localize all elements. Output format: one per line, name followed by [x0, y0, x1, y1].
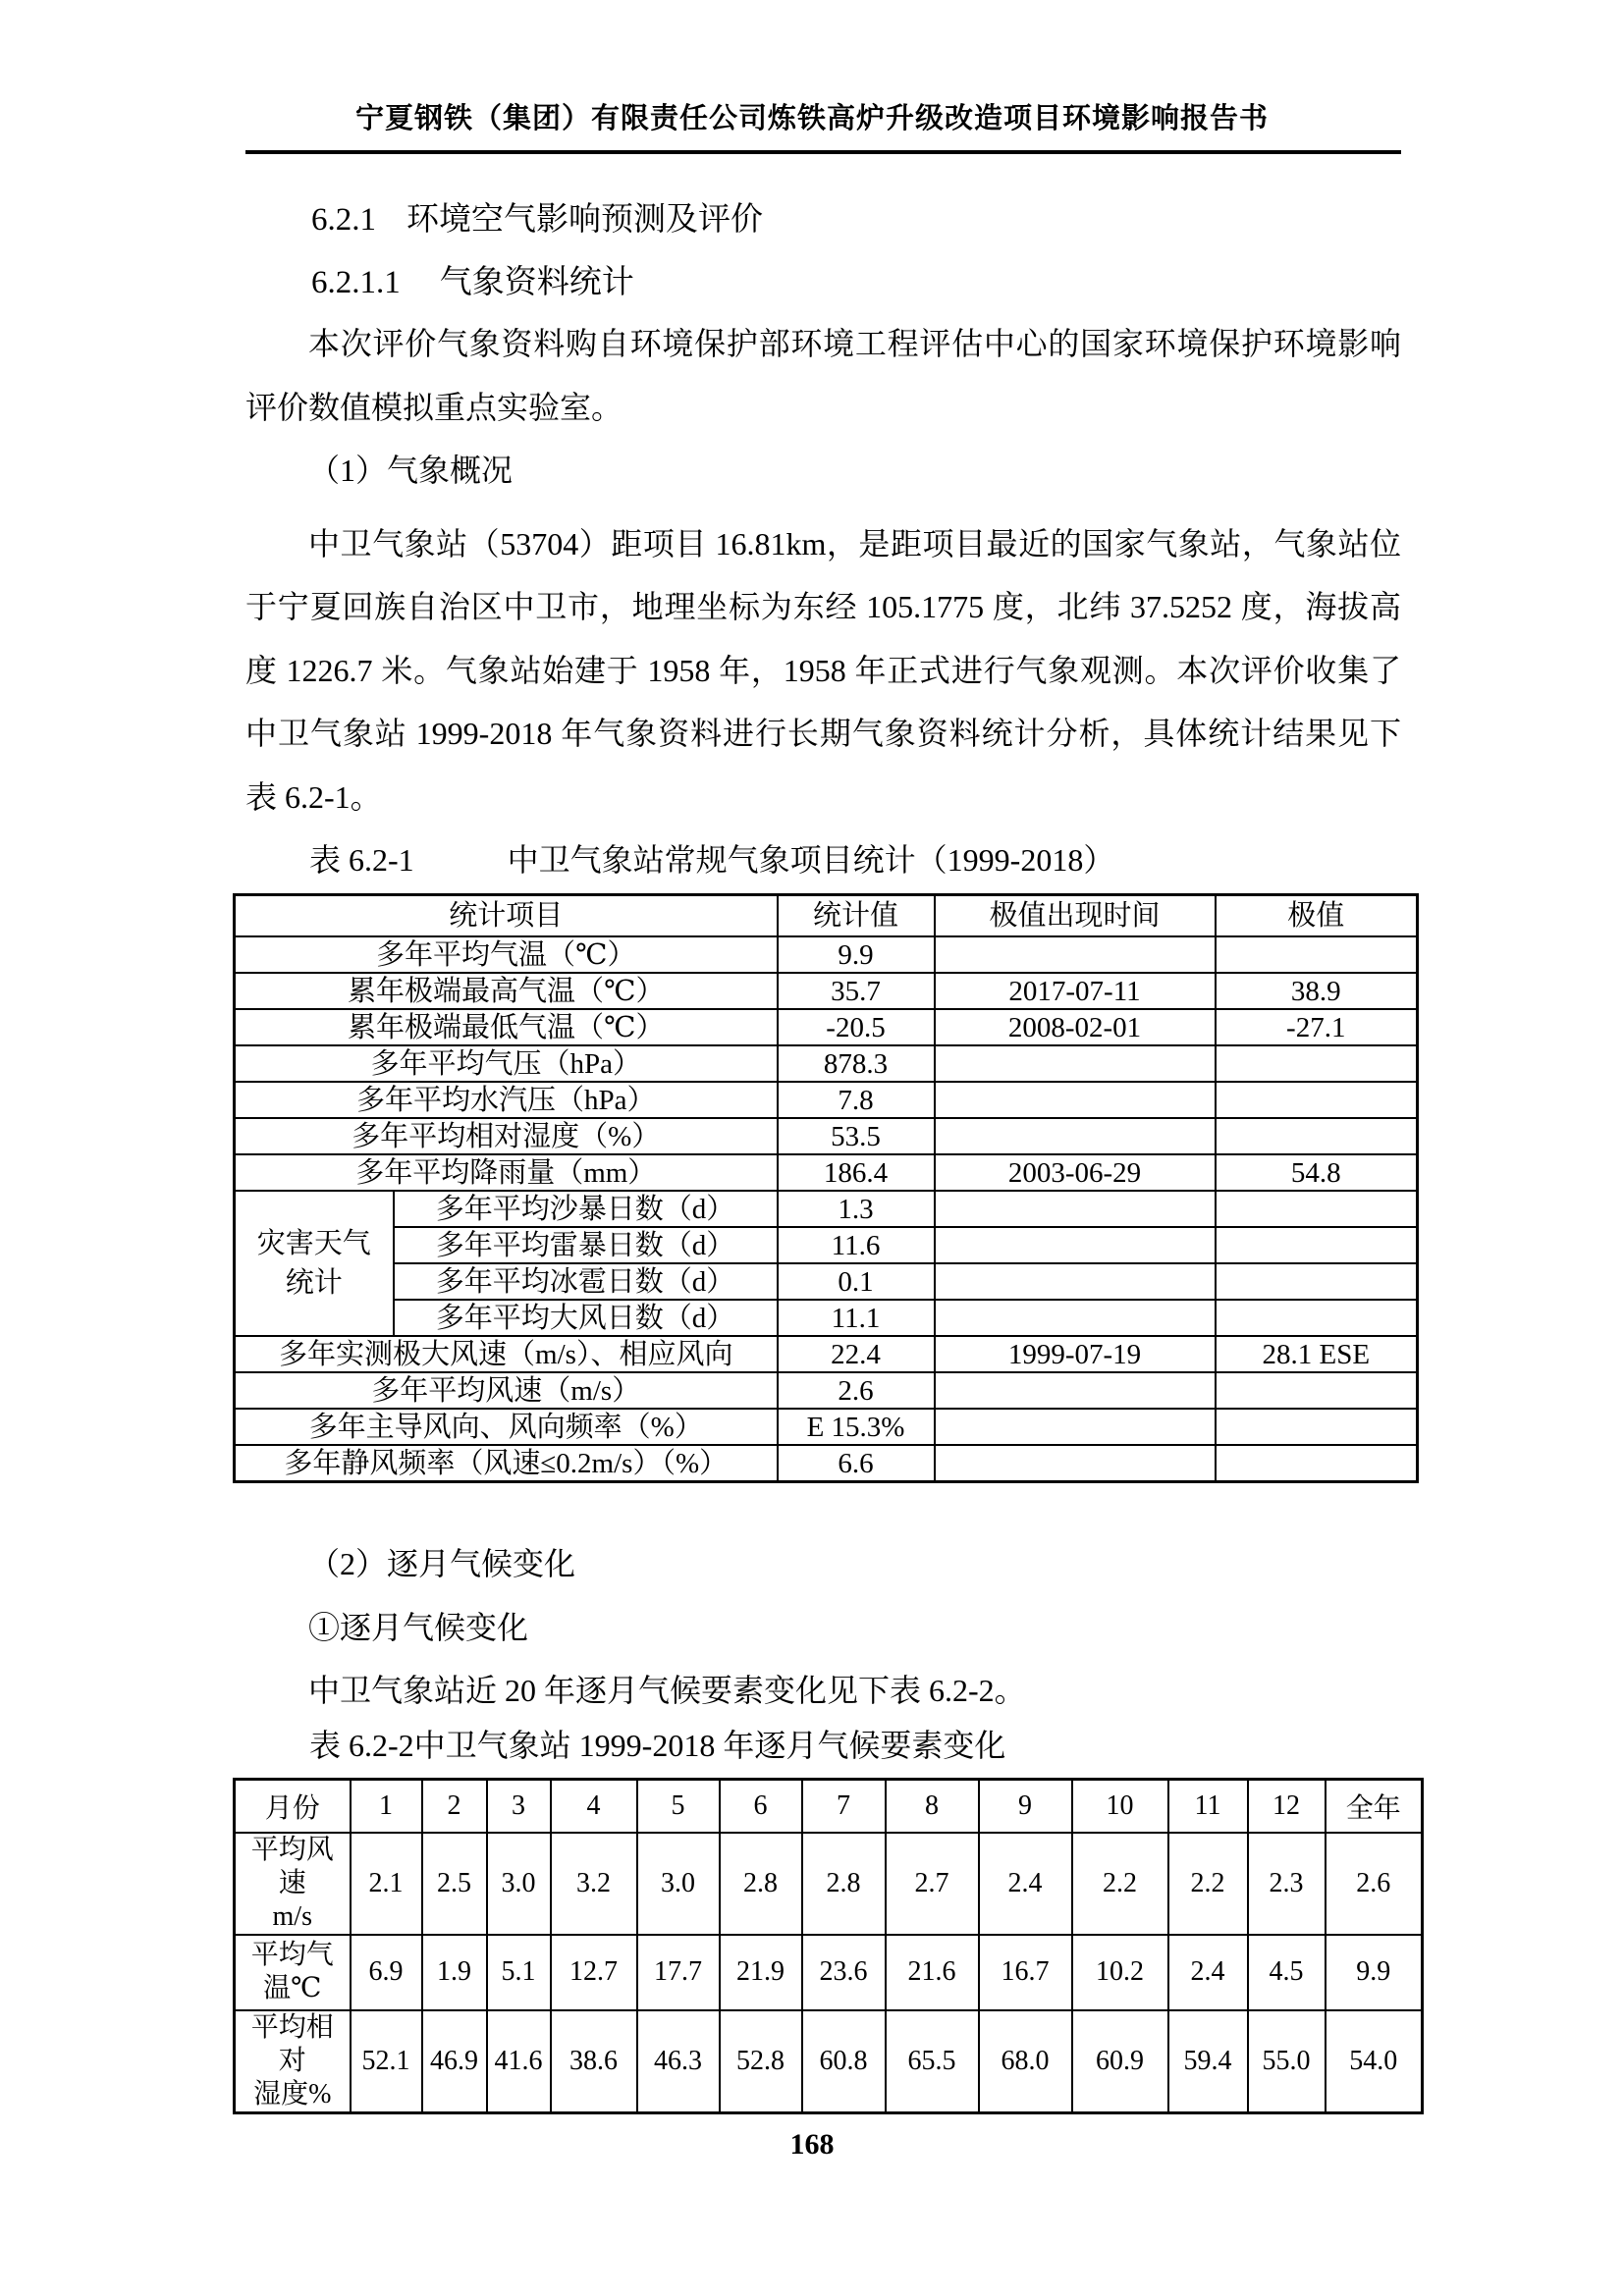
section-heading-6-2-1-1 [311, 263, 1401, 302]
running-header: 宁夏钢铁（集团）有限责任公司炼铁高炉升级改造项目环境影响报告书 [354, 103, 1269, 134]
table-cell: 23.6 [802, 1935, 886, 2010]
table-cell [935, 1191, 1216, 1227]
table-cell: 21.9 [720, 1935, 802, 2010]
table-cell [1216, 1300, 1418, 1336]
table-cell: 6 [720, 1779, 802, 1833]
table-1-caption-label: 表 6.2-1 [309, 842, 414, 878]
table-cell: 52.8 [720, 2010, 802, 2113]
table-cell: 2.6 [1326, 1833, 1423, 1935]
table-row [235, 973, 1418, 1009]
table-header-row [235, 1779, 1423, 1833]
table-cell: 65.5 [886, 2010, 979, 2113]
table-cell: 1.9 [422, 1935, 487, 2010]
table-cell [1216, 1045, 1418, 1082]
table-2-caption-title: 中卫气象站 1999-2018 年逐月气候要素变化 [413, 1727, 1006, 1763]
list-item-2-monthly-climate: （2）逐月气候变化 [308, 1546, 576, 1581]
table-cell: 17.7 [637, 1935, 720, 2010]
table-header-row [235, 895, 1418, 937]
table-cell: 12 [1248, 1779, 1326, 1833]
table-cell [1216, 1082, 1418, 1118]
table-cell: 0.1 [778, 1263, 935, 1300]
table-cell: 8 [886, 1779, 979, 1833]
table-cell: 1 [351, 1779, 422, 1833]
table-row [235, 1082, 1418, 1118]
table-cell: 2.6 [778, 1372, 935, 1409]
table-cell [935, 1045, 1216, 1082]
table-cell [935, 1300, 1216, 1336]
table-row [235, 936, 1418, 973]
table-weather-statistics [233, 893, 1419, 1483]
table-row [235, 1300, 1418, 1336]
table-cell: 41.6 [487, 2010, 551, 2113]
table-group-cell-disaster-weather: 灾害天气统计 [235, 1191, 394, 1336]
table-cell [1216, 936, 1418, 973]
table-cell: 多年平均雷暴日数（d） [394, 1227, 778, 1263]
table-cell: 2.5 [422, 1833, 487, 1935]
table-cell: 多年主导风向、风向频率（%） [235, 1409, 778, 1445]
paragraph-data-source: 本次评价气象资料购自环境保护部环境工程评估中心的国家环境保护环境影响评价数值模拟重点实验室。 [245, 326, 1401, 425]
section-number: 6.2.1 [311, 202, 376, 238]
table-cell: 2 [422, 1779, 487, 1833]
table-cell: 2.4 [1168, 1935, 1248, 2010]
table-cell: 极值出现时间 [935, 895, 1216, 937]
table-cell: 59.4 [1168, 2010, 1248, 2113]
table-cell: 54.8 [1216, 1154, 1418, 1191]
table-row [235, 1409, 1418, 1445]
table-cell: -20.5 [778, 1009, 935, 1045]
table-cell: 11.6 [778, 1227, 935, 1263]
table-cell: 极值 [1216, 895, 1418, 937]
table-cell: 16.7 [979, 1935, 1072, 2010]
table-row [235, 1445, 1418, 1482]
row-label-line: 湿度% [253, 2078, 332, 2109]
table-row [235, 1372, 1418, 1409]
list-item-2-sub-monthly-climate: ①逐月气候变化 [308, 1609, 529, 1645]
table-cell [1216, 1263, 1418, 1300]
table-cell [935, 1263, 1216, 1300]
table-row [235, 1118, 1418, 1154]
table-cell [935, 936, 1216, 973]
table-cell: E 15.3% [778, 1409, 935, 1445]
table-row [235, 1263, 1418, 1300]
table-cell [935, 1409, 1216, 1445]
table-cell: 9.9 [1326, 1935, 1423, 2010]
table-cell: 2.3 [1248, 1833, 1326, 1935]
table-cell [1216, 1227, 1418, 1263]
table-cell: 7.8 [778, 1082, 935, 1118]
table-cell: 46.3 [637, 2010, 720, 2113]
table-cell: 1.3 [778, 1191, 935, 1227]
table-cell [1216, 1118, 1418, 1154]
table-cell: 多年平均相对湿度（%） [235, 1118, 778, 1154]
table-cell: 60.9 [1072, 2010, 1168, 2113]
table-cell [1216, 1191, 1418, 1227]
table-row-wind-speed [235, 1833, 1423, 1935]
table-row [235, 1154, 1418, 1191]
table-cell: 统计值 [778, 895, 935, 937]
list-item-1-weather-overview: （1）气象概况 [308, 453, 514, 488]
table-cell: 月份 [235, 1779, 351, 1833]
table-cell: 9 [979, 1779, 1072, 1833]
paragraph-station-description: 中卫气象站（53704）距项目 16.81km，是距项目最近的国家气象站，气象站位于宁夏回族自治区中卫市，地理坐标为东经 105.1775 度，北纬 37.5252 度，海拔高度 1226.7 米。气象站始建于 1958 年，1958 年正式进行气象观测。本次评价收集了中卫气象站 1999-2018 年气象资料进行长期气象资料统计分析，具体统计结果见下表 6.2-1。 [245, 525, 1401, 815]
table-cell: 2.2 [1072, 1833, 1168, 1935]
table-cell: 38.6 [551, 2010, 637, 2113]
table-2-caption-label: 表 6.2-2 [309, 1727, 414, 1763]
table-cell: 28.1 ESE [1216, 1336, 1418, 1372]
row-label-line: 温℃ [263, 1973, 322, 2003]
table-cell: -27.1 [1216, 1009, 1418, 1045]
table-cell: 52.1 [351, 2010, 422, 2113]
table-cell: 21.6 [886, 1935, 979, 2010]
table-cell: 12.7 [551, 1935, 637, 2010]
table-cell: 2008-02-01 [935, 1009, 1216, 1045]
header-rule [245, 150, 1401, 154]
table-cell: 60.8 [802, 2010, 886, 2113]
table-cell: 2.4 [979, 1833, 1072, 1935]
table-cell: 11.1 [778, 1300, 935, 1336]
table-cell [935, 1082, 1216, 1118]
table-cell [935, 1372, 1216, 1409]
table-cell [235, 1833, 351, 1935]
table-cell [1216, 1372, 1418, 1409]
row-label-line: 平均相对 [250, 2011, 334, 2076]
table-cell: 多年平均气温（℃） [235, 936, 778, 973]
table-cell: 35.7 [778, 973, 935, 1009]
section-number: 6.2.1.1 [311, 265, 401, 300]
table-cell: 4.5 [1248, 1935, 1326, 2010]
table-cell: 多年平均大风日数（d） [394, 1300, 778, 1336]
table-cell: 2.2 [1168, 1833, 1248, 1935]
table-cell: 多年平均水汽压（hPa） [235, 1082, 778, 1118]
table-cell: 3.0 [637, 1833, 720, 1935]
table-1-caption-title: 中卫气象站常规气象项目统计（1999-2018） [507, 842, 1115, 878]
table-cell: 46.9 [422, 2010, 487, 2113]
table-cell: 3 [487, 1779, 551, 1833]
table-cell: 多年平均沙暴日数（d） [394, 1191, 778, 1227]
table-cell: 10.2 [1072, 1935, 1168, 2010]
table-cell: 7 [802, 1779, 886, 1833]
table-cell [935, 1118, 1216, 1154]
table-cell: 1999-07-19 [935, 1336, 1216, 1372]
table-cell: 多年实测极大风速（m/s）、相应风向 [235, 1336, 778, 1372]
table-cell: 54.0 [1326, 2010, 1423, 2113]
table-cell: 2017-07-11 [935, 973, 1216, 1009]
table-row [235, 1191, 1418, 1227]
table-row [235, 1045, 1418, 1082]
table-cell: 多年平均风速（m/s） [235, 1372, 778, 1409]
table-row-temperature [235, 1935, 1423, 2010]
table-cell: 22.4 [778, 1336, 935, 1372]
table-cell: 6.6 [778, 1445, 935, 1482]
table-cell: 9.9 [778, 936, 935, 973]
table-cell: 多年平均气压（hPa） [235, 1045, 778, 1082]
table-cell: 多年静风频率（风速≤0.2m/s）（%） [235, 1445, 778, 1482]
table-cell [1216, 1445, 1418, 1482]
table-cell: 多年平均冰雹日数（d） [394, 1263, 778, 1300]
table-cell [235, 2010, 351, 2113]
table-cell: 全年 [1326, 1779, 1423, 1833]
page-content [245, 200, 1401, 2114]
table-cell: 统计项目 [235, 895, 778, 937]
table-1-caption [309, 838, 1401, 881]
row-label-line: m/s [272, 1900, 312, 1932]
page-number: 168 [789, 2128, 835, 2161]
table-row [235, 1009, 1418, 1045]
table-cell: 53.5 [778, 1118, 935, 1154]
table-cell: 4 [551, 1779, 637, 1833]
table-cell: 68.0 [979, 2010, 1072, 2113]
table-cell [1216, 1409, 1418, 1445]
table-cell: 6.9 [351, 1935, 422, 2010]
table-cell: 186.4 [778, 1154, 935, 1191]
section-title: 气象资料统计 [439, 265, 634, 300]
table-cell: 多年平均降雨量（mm） [235, 1154, 778, 1191]
table-cell: 3.0 [487, 1833, 551, 1935]
table-cell: 2003-06-29 [935, 1154, 1216, 1191]
table-cell: 10 [1072, 1779, 1168, 1833]
row-label-line: 平均气 [250, 1940, 334, 1970]
table-2-caption [309, 1723, 1401, 1768]
table-monthly-climate [233, 1778, 1424, 2114]
table-cell: 2.8 [802, 1833, 886, 1935]
section-title: 环境空气影响预测及评价 [406, 202, 763, 238]
section-heading-6-2-1 [311, 200, 1401, 240]
table-cell: 2.7 [886, 1833, 979, 1935]
table-cell: 5.1 [487, 1935, 551, 2010]
table-cell: 累年极端最低气温（℃） [235, 1009, 778, 1045]
table-row [235, 1336, 1418, 1372]
table-cell: 878.3 [778, 1045, 935, 1082]
table-row [235, 1227, 1418, 1263]
table-row-humidity [235, 2010, 1423, 2113]
table-cell: 55.0 [1248, 2010, 1326, 2113]
table-cell: 3.2 [551, 1833, 637, 1935]
table-cell: 38.9 [1216, 973, 1418, 1009]
table-cell: 11 [1168, 1779, 1248, 1833]
table-cell [235, 1935, 351, 2010]
table-cell: 2.8 [720, 1833, 802, 1935]
table-cell: 累年极端最高气温（℃） [235, 973, 778, 1009]
row-label-line: 平均风速 [250, 1834, 334, 1898]
table-cell: 2.1 [351, 1833, 422, 1935]
table-cell [935, 1227, 1216, 1263]
table-cell [935, 1445, 1216, 1482]
table-cell: 5 [637, 1779, 720, 1833]
paragraph-monthly-climate-ref: 中卫气象站近 20 年逐月气候要素变化见下表 6.2-2。 [308, 1673, 1026, 1708]
